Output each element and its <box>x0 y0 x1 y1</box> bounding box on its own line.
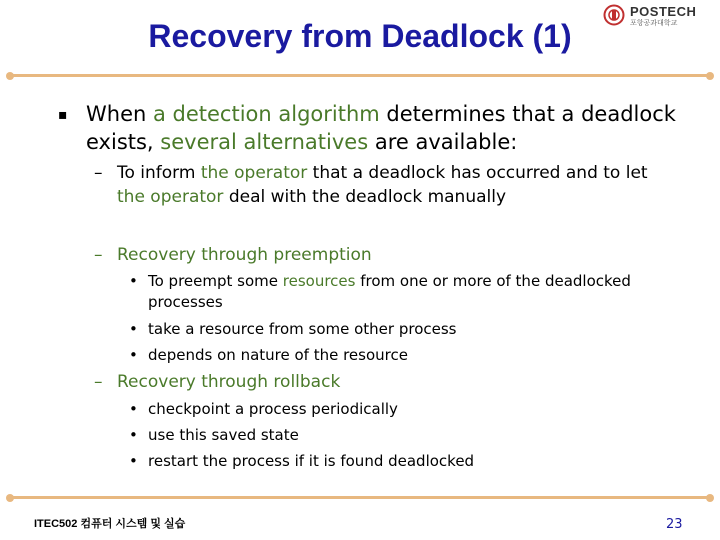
p1-highlight: resources <box>282 272 356 290</box>
b1-text-1: When <box>86 102 153 126</box>
preemption-item-3: depends on nature of the resource <box>148 346 408 364</box>
b1-highlight-1: a detection algorithm <box>152 102 380 126</box>
b1-text-3: exists, <box>86 130 161 154</box>
bottom-divider <box>10 496 710 499</box>
b1-highlight-2: several alternatives <box>160 130 369 154</box>
rollback-item-2: use this saved state <box>148 426 299 444</box>
dash-bullet-icon: – <box>94 245 103 265</box>
preemption-item-2: take a resource from some other process <box>148 320 457 338</box>
slide-title: Recovery from Deadlock (1) <box>148 18 572 54</box>
square-bullet-icon: ▪ <box>58 107 68 123</box>
dot-bullet-icon: • <box>129 426 138 444</box>
s1-text-1: To inform <box>117 163 201 183</box>
p1-text-c: processes <box>148 293 223 311</box>
divider-dot-left <box>6 72 14 80</box>
dot-bullet-icon: • <box>129 452 138 470</box>
page-number: 23 <box>666 517 683 532</box>
top-divider <box>10 74 710 77</box>
rollback-item-1: checkpoint a process periodically <box>148 400 398 418</box>
p1-text-b: from one or more of the deadlocked <box>355 272 631 290</box>
sub-bullet-operator <box>117 161 702 209</box>
p1-text-a: To preempt some <box>148 272 283 290</box>
b1-text-2: determines that a deadlock <box>379 102 676 126</box>
logo-name: POSTECH <box>630 4 697 19</box>
dash-bullet-icon: – <box>94 372 103 392</box>
b1-text-4: are available: <box>368 130 518 154</box>
sub-bullet-preemption: Recovery through preemption <box>117 245 372 265</box>
preemption-item-1 <box>148 271 708 313</box>
dot-bullet-icon: • <box>129 400 138 418</box>
dot-bullet-icon: • <box>129 272 138 290</box>
course-footer: ITEC502 컴퓨터 시스템 및 실습 <box>34 518 186 530</box>
sub-bullet-rollback: Recovery through rollback <box>117 372 341 392</box>
rollback-item-3: restart the process if it is found deadlocked <box>148 452 475 470</box>
divider-dot-right <box>706 72 714 80</box>
divider-dot-right <box>706 494 714 502</box>
s1-text-2: that a deadlock has occurred and to let <box>307 163 648 183</box>
dash-bullet-icon: – <box>94 163 103 183</box>
dot-bullet-icon: • <box>129 320 138 338</box>
bullet-main <box>86 100 696 156</box>
dot-bullet-icon: • <box>129 346 138 364</box>
divider-dot-left <box>6 494 14 502</box>
s1-highlight-1: the operator <box>200 163 308 183</box>
s1-highlight-2: the operator <box>117 187 224 207</box>
logo-subtitle: 포항공과대학교 <box>630 20 678 27</box>
s1-text-3: deal with the deadlock manually <box>223 187 507 207</box>
